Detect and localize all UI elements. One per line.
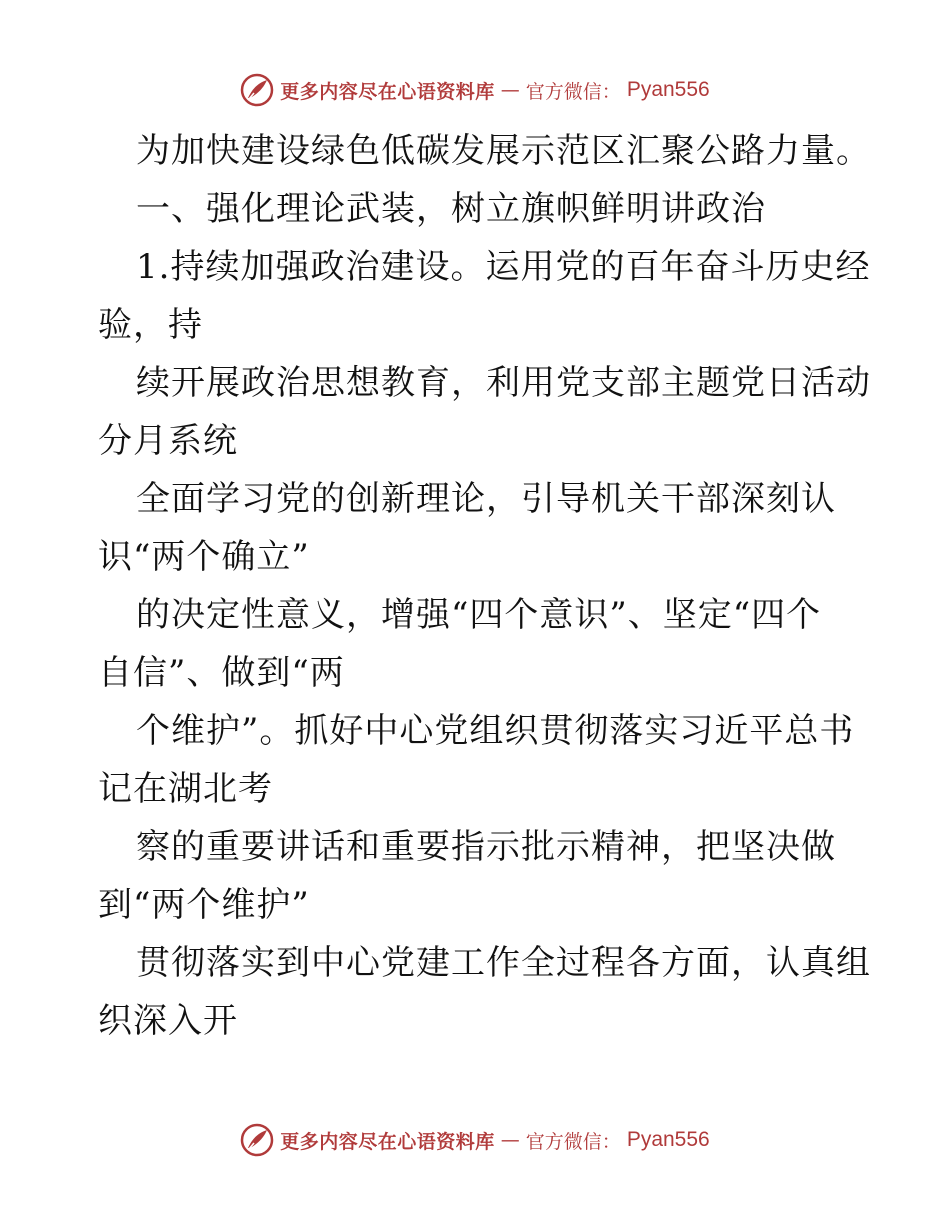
text-line: 为加快建设绿色低碳发展示范区汇聚公路力量。 xyxy=(136,131,871,171)
watermark-wechat-id: Pyan556 xyxy=(626,78,710,101)
section-heading: 一、强化理论武装，树立旗帜鲜明讲政治 xyxy=(136,189,766,229)
text-line: 个维护”。抓好中心党组织贯彻落实习近平总书 xyxy=(136,711,855,751)
text-line: 织深入开 xyxy=(98,1001,238,1041)
text-line: 的决定性意义，增强“四个意识”、坚定“四个 xyxy=(136,595,822,635)
text-line: 察的重要讲话和重要指示批示精神，把坚决做 xyxy=(136,827,836,867)
watermark-brand-text: 更多内容尽在心语资料库 xyxy=(280,1130,495,1153)
text-line: 验，持 xyxy=(98,305,203,345)
text-line: 续开展政治思想教育，利用党支部主题党日活动 xyxy=(136,363,871,403)
document-body xyxy=(98,122,871,1050)
footer-watermark xyxy=(0,1120,950,1160)
watermark-wechat-label: 官方微信： xyxy=(525,1130,621,1153)
text-line: 贯彻落实到中心党建工作全过程各方面，认真组 xyxy=(136,943,871,983)
watermark-separator: — xyxy=(500,79,520,101)
watermark-separator: — xyxy=(500,1129,520,1151)
watermark-wechat-label: 官方微信： xyxy=(525,80,621,103)
text-line: 记在湖北考 xyxy=(98,769,273,809)
watermark-brand-text: 更多内容尽在心语资料库 xyxy=(280,80,495,103)
text-line: 到“两个维护” xyxy=(98,885,310,925)
header-watermark xyxy=(0,70,950,110)
feather-pen-logo-icon xyxy=(240,1123,274,1157)
feather-pen-logo-icon xyxy=(240,73,274,107)
text-line: 1.持续加强政治建设。运用党的百年奋斗历史经 xyxy=(136,247,871,287)
text-line: 识“两个确立” xyxy=(98,537,310,577)
text-line: 全面学习党的创新理论，引导机关干部深刻认 xyxy=(136,479,836,519)
text-line: 分月系统 xyxy=(98,421,238,461)
watermark-wechat-id: Pyan556 xyxy=(626,1128,710,1151)
text-line: 自信”、做到“两 xyxy=(98,653,345,693)
